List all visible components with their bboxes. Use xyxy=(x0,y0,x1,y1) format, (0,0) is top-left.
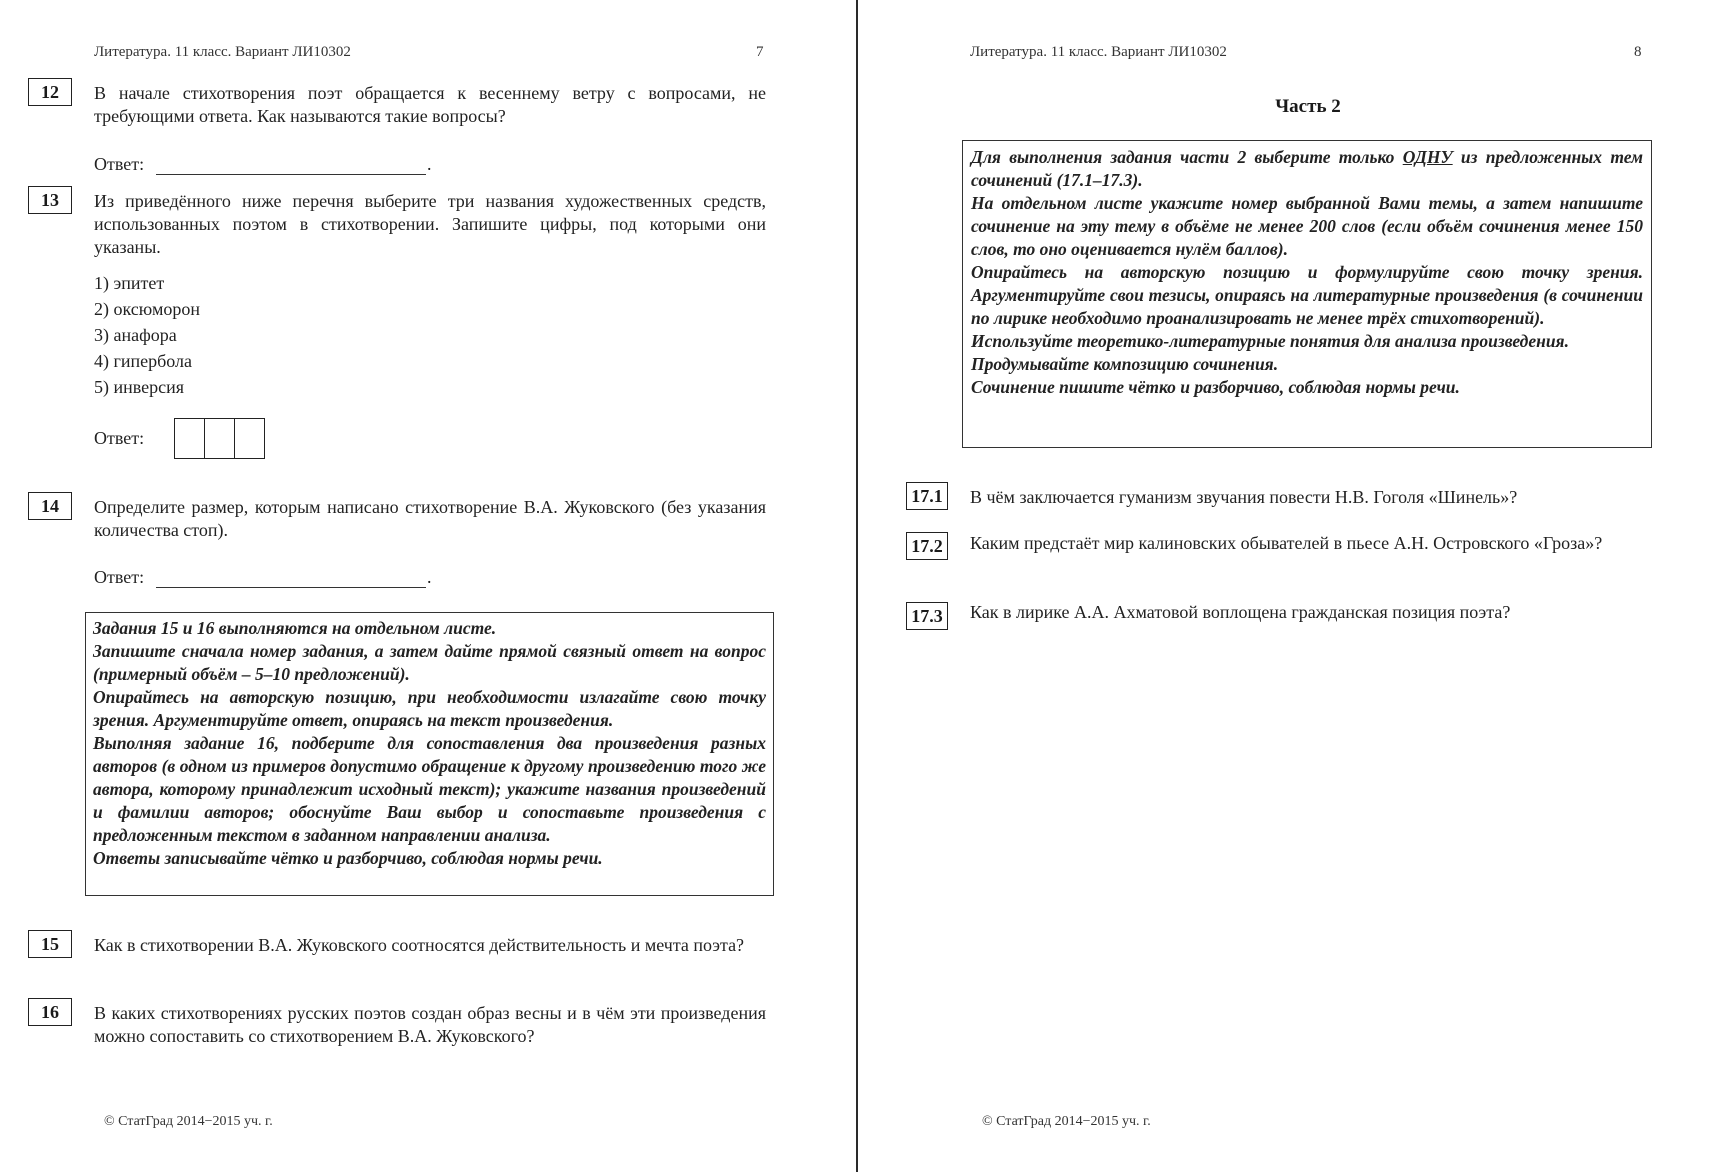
task-13-options xyxy=(94,270,200,400)
page-footer: © СтатГрад 2014−2015 уч. г. xyxy=(104,1114,273,1129)
instruction-emphasis: ОДНУ xyxy=(1402,147,1453,167)
instruction-line: Ответы записывайте чётко и разборчиво, соблюдая нормы речи. xyxy=(93,848,603,868)
task-14-answer-label: Ответ: xyxy=(94,567,145,587)
answer-cell-1[interactable] xyxy=(175,419,205,458)
task-13-answer-cells[interactable] xyxy=(174,418,265,459)
instruction-line: Запишите сначала номер задания, а затем дайте прямой связный ответ на вопрос (примерный объём – 5–10 предложений). xyxy=(93,641,766,684)
instruction-line: Задания 15 и 16 выполняются на отдельном листе. xyxy=(93,618,497,638)
left-page xyxy=(0,0,856,1172)
answer-cell-3[interactable] xyxy=(235,419,264,458)
option-3: 3) анафора xyxy=(94,325,177,345)
page-number: 7 xyxy=(756,44,764,60)
task-12-period: . xyxy=(427,154,432,174)
task-13-text: Из приведённого ниже перечня выберите три названия художественных средств, использованных поэтом в стихотворении. Запишите цифры, под которыми они указаны. xyxy=(94,191,766,257)
task-number-13: 13 xyxy=(28,186,72,214)
topic-number-17-3: 17.3 xyxy=(906,602,948,630)
topic-number-17-2: 17.2 xyxy=(906,532,948,560)
right-page xyxy=(858,0,1714,1172)
topic-17-1-text: В чём заключается гуманизм звучания повести Н.В. Гоголя «Шинель»? xyxy=(970,487,1518,507)
instruction-text: из предложенных тем сочинений (17.1–17.3). xyxy=(971,147,1644,190)
task-12-answer-label: Ответ: xyxy=(94,154,145,174)
instruction-line: Выполняя задание 16, подберите для сопоставления два произведения разных авторов (в одном из примеров допустимо обращение к другому произведению того же автора, которому принадлежит исходный текст); укажите названия произведений и фамилии авторов; обоснуйте Ваш выбор и сопоставьте произведения с предложенным текстом в заданном направлении анализа. xyxy=(93,733,766,845)
tasks-15-16-instructions xyxy=(85,612,774,896)
task-number-14: 14 xyxy=(28,492,72,520)
instruction-line: Опирайтесь на авторскую позицию и формулируйте свою точку зрения. Аргументируйте свои тезисы, опираясь на литературные произведения (в сочинении по лирике необходимо проанализировать не менее трёх стихотворений). xyxy=(971,262,1643,328)
task-16-text: В каких стихотворениях русских поэтов создан образ весны и в чём эти произведения можно сопоставить со стихотворением В.А. Жуковского? xyxy=(94,1003,766,1046)
task-15-text: Как в стихотворении В.А. Жуковского соотносятся действительность и мечта поэта? xyxy=(94,935,745,955)
task-14-period: . xyxy=(427,567,432,587)
instruction-line xyxy=(971,146,1643,192)
option-4: 4) гипербола xyxy=(94,351,193,371)
option-1: 1) эпитет xyxy=(94,273,165,293)
option-2: 2) оксюморон xyxy=(94,299,201,319)
task-14-text: Определите размер, которым написано стихотворение В.А. Жуковского (без указания количества стоп). xyxy=(94,497,766,540)
task-number-12: 12 xyxy=(28,78,72,106)
topic-17-3-text: Как в лирике А.А. Ахматовой воплощена гражданская позиция поэта? xyxy=(970,602,1511,622)
instruction-line: Используйте теоретико-литературные понятия для анализа произведения. xyxy=(971,331,1569,351)
instruction-line: Опирайтесь на авторскую позицию, при необходимости излагайте свою точку зрения. Аргументируйте ответ, опираясь на текст произведения. xyxy=(93,687,766,730)
topic-17-2-text: Каким предстаёт мир калиновских обывателей в пьесе А.Н. Островского «Гроза»? xyxy=(970,533,1603,553)
task-14-answer-line[interactable] xyxy=(156,567,426,588)
task-number-15: 15 xyxy=(28,930,72,958)
option-5: 5) инверсия xyxy=(94,377,185,397)
task-13-answer-label: Ответ: xyxy=(94,428,145,448)
instruction-line: На отдельном листе укажите номер выбранной Вами темы, а затем напишите сочинение на эту тему в объёме не менее 200 слов (если объём сочинения менее 150 слов, то оно оценивается нулём баллов). xyxy=(971,193,1643,259)
topic-number-17-1: 17.1 xyxy=(906,482,948,510)
instruction-text: Для выполнения задания части 2 выберите только xyxy=(971,147,1395,167)
page-number: 8 xyxy=(1634,44,1642,60)
part-2-instructions xyxy=(962,140,1652,448)
page-footer: © СтатГрад 2014−2015 уч. г. xyxy=(982,1114,1151,1129)
instruction-line: Продумывайте композицию сочинения. xyxy=(971,354,1279,374)
answer-cell-2[interactable] xyxy=(205,419,235,458)
task-12-text: В начале стихотворения поэт обращается к весеннему ветру с вопросами, не требующими ответа. Как называются такие вопросы? xyxy=(94,83,766,126)
page-header: Литература. 11 класс. Вариант ЛИ10302 xyxy=(94,44,351,60)
instruction-line: Сочинение пишите чётко и разборчиво, соблюдая нормы речи. xyxy=(971,377,1460,397)
task-12-answer-line[interactable] xyxy=(156,154,426,175)
task-number-16: 16 xyxy=(28,998,72,1026)
part-title: Часть 2 xyxy=(1275,96,1341,117)
page-header: Литература. 11 класс. Вариант ЛИ10302 xyxy=(970,44,1227,60)
